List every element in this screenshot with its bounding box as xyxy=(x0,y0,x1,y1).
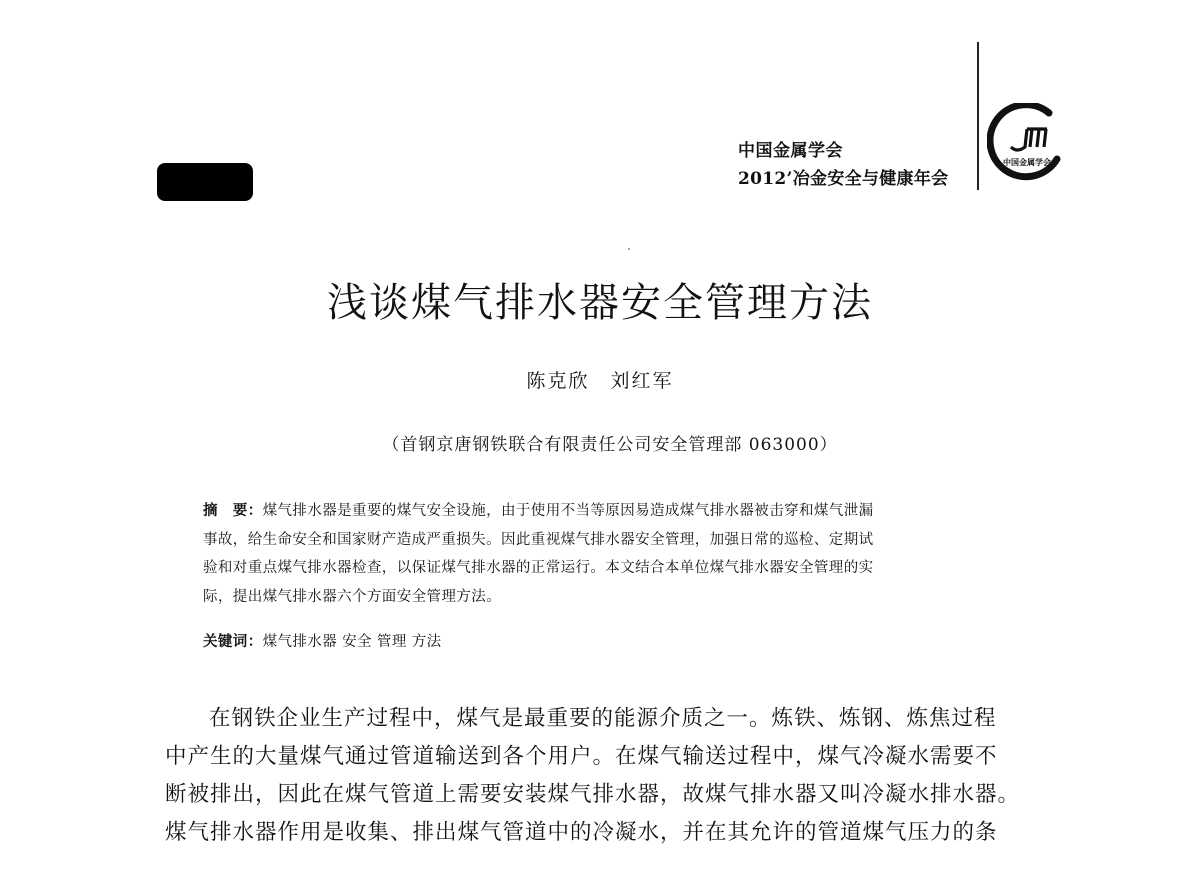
black-label-tab xyxy=(157,163,253,201)
conference-name: 2012’冶金安全与健康年会 xyxy=(738,169,949,189)
society-logo-icon xyxy=(987,103,1067,183)
scan-speck xyxy=(628,248,630,250)
abstract-line: 事故，给生命安全和国家财产造成严重损失。因此重视煤气排水器安全管理，加强日常的巡检、定期试 xyxy=(203,531,874,548)
keywords-value: 煤气排水器 安全 管理 方法 xyxy=(262,634,442,650)
body-line: 断被排出，因此在煤气管道上需要安装煤气排水器，故煤气排水器又叫冷凝水排水器。 xyxy=(165,782,1021,807)
keywords-label: 关键词： xyxy=(203,633,263,650)
abstract-line: 验和对重点煤气排水器检查，以保证煤气排水器的正常运行。本文结合本单位煤气排水器安全管理的实 xyxy=(203,560,874,576)
abstract-line: 际，提出煤气排水器六个方面安全管理方法。 xyxy=(203,588,501,605)
conference-header xyxy=(738,137,948,193)
abstract-line: 煤气排水器是重要的煤气安全设施，由于使用不当等原因易造成煤气排水器被击穿和煤气泄漏 xyxy=(262,503,874,519)
body-text xyxy=(165,700,1065,852)
body-line: 煤气排水器作用是收集、排出煤气管道中的冷凝水，并在其允许的管道煤气压力的条 xyxy=(165,820,998,845)
abstract-label: 摘 要： xyxy=(203,502,263,519)
body-line: 在钢铁企业生产过程中，煤气是最重要的能源介质之一。炼铁、炼钢、炼焦过程 xyxy=(209,706,997,731)
body-line: 中产生的大量煤气通过管道输送到各个用户。在煤气输送过程中，煤气冷凝水需要不 xyxy=(165,744,998,769)
paper-affiliation: （首钢京唐钢铁联合有限责任公司安全管理部 063000） xyxy=(382,435,838,455)
header-divider xyxy=(977,42,979,190)
abstract xyxy=(203,497,1033,611)
keywords xyxy=(203,630,442,651)
logo-caption: 中国金属学会 xyxy=(1003,158,1051,167)
society-name: 中国金属学会 xyxy=(738,141,843,161)
paper-authors: 陈克欣 刘红军 xyxy=(526,370,674,392)
paper-title: 浅谈煤气排水器安全管理方法 xyxy=(327,280,873,326)
